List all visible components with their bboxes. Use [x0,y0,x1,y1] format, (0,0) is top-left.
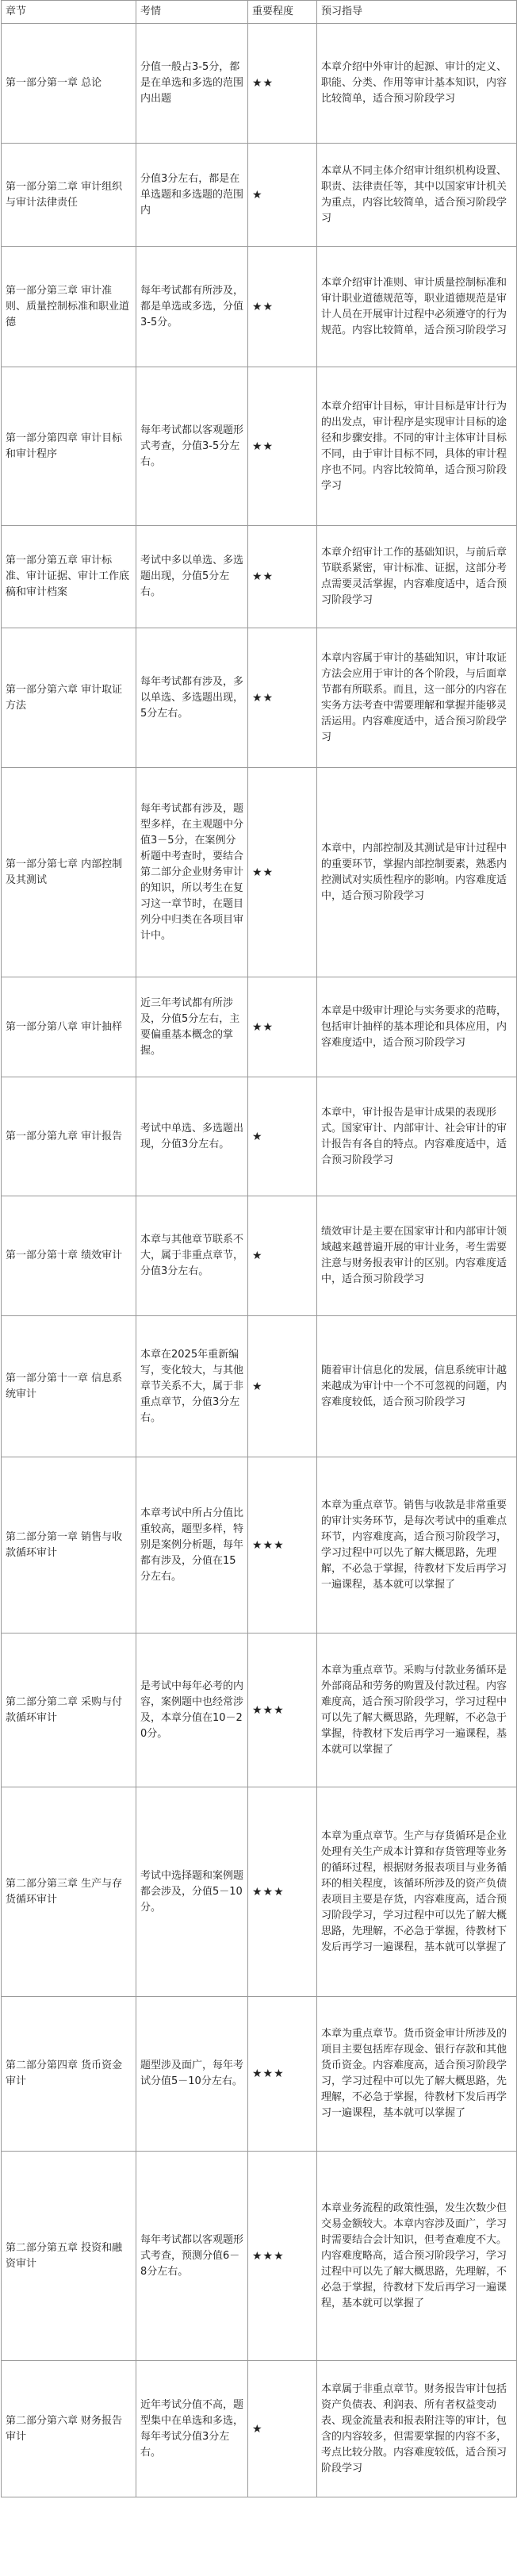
chapter-cell: 第一部分第十一章 信息系统审计 [2,1316,136,1457]
header-row [2,1,517,24]
table-header [2,1,517,24]
chapter-cell: 第二部分第二章 采购与付款循环审计 [2,1634,136,1787]
table-row [2,628,517,768]
exam-cell: 每年考试都有涉及，多以单选、多选题出现，5分左右。 [136,628,248,768]
chapter-cell: 第一部分第三章 审计准则、质量控制标准和职业道德 [2,247,136,367]
chapter-cell: 第二部分第四章 货币资金审计 [2,1997,136,2152]
table-row [2,1457,517,1634]
table-row [2,768,517,977]
guide-cell: 随着审计信息化的发展，信息系统审计越来越成为审计中一个不可忽视的问题，内容难度较低，适合预习阶段学习 [317,1316,517,1457]
chapter-cell: 第一部分第七章 内部控制及其测试 [2,768,136,977]
table-row [2,2361,517,2497]
guide-cell: 本章为重点章节。销售与收款是非常重要的审计实务环节，是每次考试中的重难点环节，内容难度高，适合预习阶段学习，学习过程中可以先了解大概思路，先理解，不必急于掌握，待教材下发后再学习一遍课程，基本就可以掌握了 [317,1457,517,1634]
chapter-cell: 第一部分第十章 绩效审计 [2,1196,136,1316]
importance-stars: ★★★ [248,1634,317,1787]
chapter-cell: 第二部分第五章 投资和融资审计 [2,2152,136,2361]
guide-cell: 本章介绍审计工作的基础知识，与前后章节联系紧密，审计标准、证据，这部分考点需要灵活掌握，内容难度适中，适合预习阶段学习 [317,526,517,628]
importance-stars: ★★★ [248,1997,317,2152]
importance-stars: ★★ [248,526,317,628]
exam-cell: 分值3分左右，都是在单选题和多选题的范围内 [136,144,248,247]
table-row [2,1196,517,1316]
guide-cell: 本章内容属于审计的基础知识，审计取证方法会应用于审计的各个阶段，与后面章节都有所联系。而且，这一部分的内容在实务方法考查中需要理解和掌握并能够灵活运用。内容难度适中，适合预习阶段学习 [317,628,517,768]
chapter-cell: 第一部分第一章 总论 [2,24,136,144]
guide-cell: 本章介绍审计准则、审计质量控制标准和审计职业道德规范等，职业道德规范是审计人员在开展审计过程中必须遵守的行为规范。内容比较简单，适合预习阶段学习 [317,247,517,367]
header-importance: 重要程度 [248,1,317,24]
header-chapter: 章节 [2,1,136,24]
exam-cell: 本章考试中所占分值比重较高，题型多样，特别是案例分析题，每年都有涉及，分值在15分左右。 [136,1457,248,1634]
importance-stars: ★★ [248,247,317,367]
header-exam: 考情 [136,1,248,24]
guide-cell: 本章从不同主体介绍审计组织机构设置、职责、法律责任等，其中以国家审计机关为重点，内容比较简单，适合预习阶段学习 [317,144,517,247]
importance-stars: ★★ [248,977,317,1077]
table-row [2,1787,517,1997]
guide-cell: 本章为重点章节。货币资金审计所涉及的项目主要包括库存现金、银行存款和其他货币资金。内容难度高，适合预习阶段学习，学习过程中可以先了解大概思路，先理解，不必急于掌握，待教材下发后再学习一遍课程，基本就可以掌握了 [317,1997,517,2152]
guide-cell: 本章为重点章节。采购与付款业务循环是外部商品和劳务的购置及付款过程。内容难度高，适合预习阶段学习，学习过程中可以先了解大概思路，先理解，不必急于掌握，待教材下发后再学习一遍课程，基本就可以掌握了 [317,1634,517,1787]
table-row [2,1077,517,1196]
importance-stars: ★★ [248,24,317,144]
exam-cell: 考试中单选、多选题出现，分值3分左右。 [136,1077,248,1196]
chapter-cell: 第二部分第六章 财务报告审计 [2,2361,136,2497]
table-row [2,1316,517,1457]
exam-cell: 本章在2025年重新编写，变化较大，与其他章节关系不大，属于非重点章节，分值3分左右。 [136,1316,248,1457]
guide-cell: 本章业务流程的政策性强，发生次数少但交易金额较大。本章内容涉及面广，学习时需要结合会计知识，但考查难度不大。内容难度略高，适合预习阶段学习，学习过程中可以先了解大概思路，先理解，不必急于掌握，待教材下发后再学习一遍课程，基本就可以掌握了 [317,2152,517,2361]
exam-cell: 是考试中每年必考的内容，案例题中也经常涉及，本章分值在10－20分。 [136,1634,248,1787]
chapter-cell: 第二部分第三章 生产与存货循环审计 [2,1787,136,1997]
guide-cell: 本章中，内部控制及其测试是审计过程中的重要环节，掌握内部控制要素，熟悉内控测试对实质性程序的影响。内容难度适中，适合预习阶段学习 [317,768,517,977]
table-row [2,367,517,526]
guide-cell: 本章中，审计报告是审计成果的表现形式。国家审计、内部审计、社会审计的审计报告有各自的特点。内容难度适中，适合预习阶段学习 [317,1077,517,1196]
importance-stars: ★★★ [248,1457,317,1634]
importance-stars: ★★★ [248,2152,317,2361]
chapter-cell: 第一部分第四章 审计目标和审计程序 [2,367,136,526]
importance-stars: ★ [248,144,317,247]
exam-cell: 考试中选择题和案例题都会涉及，分值5－10分。 [136,1787,248,1997]
chapter-cell: 第一部分第五章 审计标准、审计证据、审计工作底稿和审计档案 [2,526,136,628]
importance-stars: ★★ [248,768,317,977]
guide-cell: 本章为重点章节。生产与存货循环是企业处理有关生产成本计算和存货管理等业务的循环过程，根据财务报表项目与业务循环的相关程度，该循环所涉及的资产负债表项目主要是存货，内容难度高，适合预习阶段学习，学习过程中可以先了解大概思路，先理解，不必急于掌握，待教材下发后再学习一遍课程，基本就可以掌握了 [317,1787,517,1997]
table-row [2,526,517,628]
importance-stars: ★★★ [248,1787,317,1997]
importance-stars: ★ [248,1316,317,1457]
chapter-cell: 第一部分第六章 审计取证方法 [2,628,136,768]
exam-cell: 每年考试都以客观题形式考查，分值3-5分左右。 [136,367,248,526]
exam-cell: 分值一般占3-5分，都是在单选和多选的范围内出题 [136,24,248,144]
chapter-cell: 第一部分第九章 审计报告 [2,1077,136,1196]
chapter-cell: 第一部分第二章 审计组织与审计法律责任 [2,144,136,247]
exam-cell: 每年考试都有涉及，题型多样，在主观题中分值3－5分，在案例分析题中考查时，要结合第二部分企业财务审计的知识，所以考生在复习这一章节时，在题目列分中归类在各项目审计中。 [136,768,248,977]
chapter-cell: 第一部分第八章 审计抽样 [2,977,136,1077]
table-row [2,247,517,367]
header-guide: 预习指导 [317,1,517,24]
guide-cell: 本章是中级审计理论与实务要求的范畴，包括审计抽样的基本理论和具体应用，内容难度适中，适合预习阶段学习 [317,977,517,1077]
exam-cell: 近三年考试都有所涉及，分值5分左右，主要偏重基本概念的掌握。 [136,977,248,1077]
study-guide-table [1,0,517,2497]
table-row [2,977,517,1077]
chapter-cell: 第二部分第一章 销售与收款循环审计 [2,1457,136,1634]
table-row [2,24,517,144]
table-row [2,144,517,247]
guide-cell: 绩效审计是主要在国家审计和内部审计领域越来越普遍开展的审计业务，考生需要注意与财务报表审计的区别。内容难度适中，适合预习阶段学习 [317,1196,517,1316]
exam-cell: 每年考试都以客观题形式考查，预测分值6－8分左右。 [136,2152,248,2361]
table-row [2,1997,517,2152]
exam-cell: 考试中多以单选、多选题出现，分值5分左右。 [136,526,248,628]
exam-cell: 每年考试都有所涉及，都是单选或多选，分值3-5分。 [136,247,248,367]
importance-stars: ★ [248,2361,317,2497]
importance-stars: ★ [248,1196,317,1316]
exam-cell: 题型涉及面广，每年考试分值5－10分左右。 [136,1997,248,2152]
importance-stars: ★★ [248,628,317,768]
table-row [2,1634,517,1787]
table-body [2,24,517,2497]
importance-stars: ★ [248,1077,317,1196]
table-row [2,2152,517,2361]
exam-cell: 近年考试分值不高，题型集中在单选和多选，每年考试分值3分左右。 [136,2361,248,2497]
exam-cell: 本章与其他章节联系不大，属于非重点章节，分值3分左右。 [136,1196,248,1316]
guide-cell: 本章介绍中外审计的起源、审计的定义、职能、分类、作用等审计基本知识，内容比较简单，适合预习阶段学习 [317,24,517,144]
guide-cell: 本章属于非重点章节。财务报告审计包括资产负债表、利润表、所有者权益变动表、现金流量表和报表附注等的审计，包含的内容较多，但需要掌握的内容不多，考点比较分散。内容难度较低，适合预习阶段学习 [317,2361,517,2497]
guide-cell: 本章介绍审计目标，审计目标是审计行为的出发点，审计程序是实现审计目标的途径和步骤安排。不同的审计主体审计目标不同，由于审计目标不同，具体的审计程序也不同。内容比较简单，适合预习阶段学习 [317,367,517,526]
importance-stars: ★★ [248,367,317,526]
